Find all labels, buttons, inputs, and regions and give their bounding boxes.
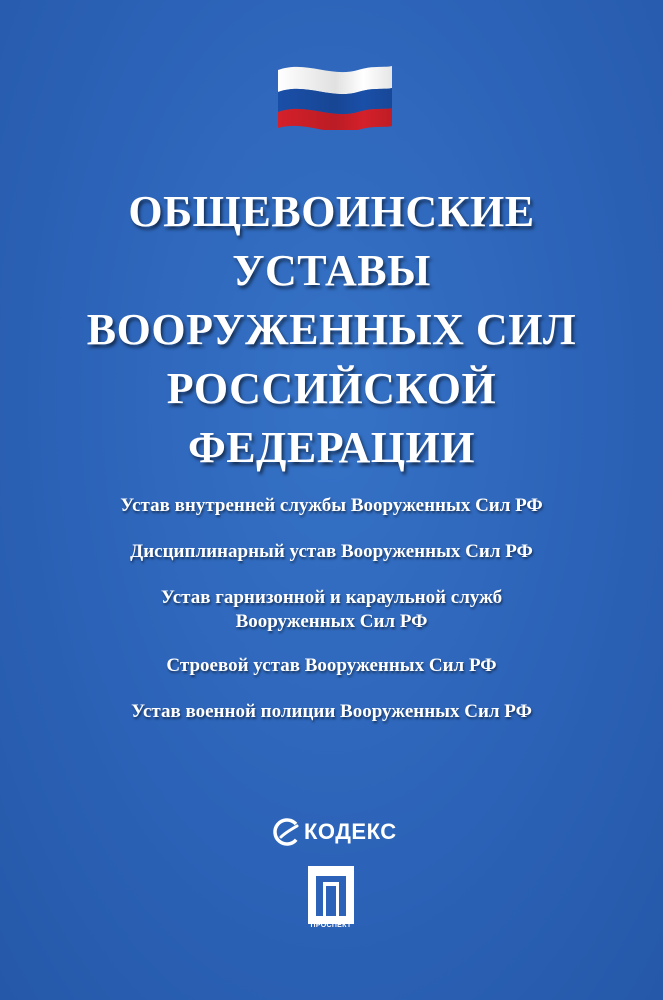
contents-item: Устав военной полиции Вооруженных Сил РФ	[131, 701, 532, 722]
publisher-series-label: КОДЕКС	[304, 819, 397, 844]
prospekt-logo	[296, 866, 366, 936]
title-line: УСТАВЫ	[232, 246, 431, 295]
contents-item: Дисциплинарный устав Вооруженных Сил РФ	[130, 541, 533, 562]
contents-item: Устав внутренней службы Вооруженных Сил РФ	[120, 495, 543, 516]
contents-item: Строевой устав Вооруженных Сил РФ	[166, 655, 497, 676]
title-line: ОБЩЕВОИНСКИЕ	[128, 187, 535, 236]
title-line: ФЕДЕРАЦИИ	[188, 423, 475, 472]
contents-item-line: Устав гарнизонной и караульной служб	[160, 587, 503, 608]
title-line: ВООРУЖЕННЫХ СИЛ	[86, 305, 577, 354]
book-title	[0, 182, 663, 477]
russian-flag-icon	[276, 58, 396, 130]
kodeks-logo	[272, 812, 412, 852]
contents-list	[0, 494, 663, 746]
title-line: РОССИЙСКОЙ	[166, 364, 497, 413]
contents-item	[0, 586, 663, 634]
publisher-name-label: ПРОСПЕКТ	[310, 922, 352, 929]
contents-item-line: Вооруженных Сил РФ	[235, 611, 428, 632]
kodeks-emblem-icon	[272, 817, 302, 847]
